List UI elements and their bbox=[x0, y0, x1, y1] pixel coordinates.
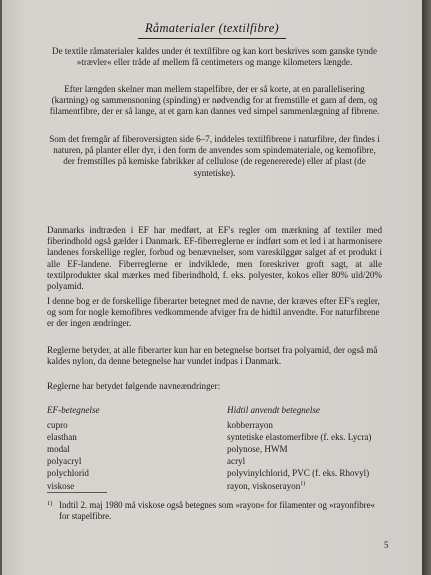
old-name: syntetiske elastomerfibre (f. eks. Lycra) bbox=[227, 432, 372, 443]
old-name: polyvinylchlorid, PVC (f. eks. Rhovyl) bbox=[227, 468, 370, 479]
page-number: 5 bbox=[384, 540, 389, 550]
footnote-divider bbox=[47, 492, 107, 493]
paragraph-fibre-overview: Som det fremgår af fiberoversigten side 6–7, inddeles textilfibrene i naturfibre, der findes i naturen, på planter eller dyr, i den form de anvendes som spindemateriale, og kemofibre, der fremstilles på kemiske fabrikker af cellulose (de regenererede) eller af plast (de syntetiske). bbox=[49, 134, 380, 178]
ef-name: polychlorid bbox=[47, 468, 89, 479]
paragraph-polyamid: Reglerne betyder, at alle fiberarter kun har en betegnelse bortset fra polyamid, der også må kaldes nylon, da denne betegnelse har vundet indpas i Danmark. bbox=[47, 345, 378, 367]
ef-name: viskose bbox=[47, 480, 75, 491]
paragraph-intro: De textile råmaterialer kaldes under ét textilfibre og kan kort beskrives som ganske tynde »trævler« eller tråde af mellem få centimeters og mange kilometers længde. bbox=[52, 46, 377, 68]
paragraph-names: I denne bog er de forskellige fiberarter betegnet med de navne, der kræves efter EF's regler, og som for nogle kemofibres vedkommende afviger fra de hidtil anvendte. For naturfibrene er der ingen ændringer. bbox=[47, 296, 380, 329]
old-name-column bbox=[227, 404, 402, 492]
page-edge-shadow bbox=[422, 0, 431, 575]
paragraph-name-changes: Reglerne har betydet følgende navneændringer: bbox=[47, 381, 221, 391]
old-name: acryl bbox=[227, 456, 246, 467]
old-name-column-header: Hidtil anvendt betegnelse bbox=[227, 405, 320, 415]
ef-name: cupro bbox=[47, 420, 68, 431]
ef-name: modal bbox=[47, 444, 70, 455]
footnote-reference: 1) bbox=[300, 480, 306, 487]
ef-column-header: EF-betegnelse bbox=[47, 405, 100, 415]
paragraph-fibre-length: Efter længden skelner man mellem stapelfibre, der er så korte, at en parallelisering (kartning) og sammensnoning (spinding) er nødvendig for at fremstille et garn af dem, og filamentfibre, der er så lange, at et garn kan dannes ved simpel sammenlægning af fibrene. bbox=[49, 84, 380, 117]
ef-name: polyacryl bbox=[47, 456, 82, 467]
footnote bbox=[47, 500, 387, 522]
old-name: polynose, HWM bbox=[227, 444, 288, 455]
footnote-mark: 1) bbox=[47, 500, 53, 507]
ef-column bbox=[47, 404, 197, 492]
page-title: Råmaterialer (textilfibre) bbox=[144, 21, 280, 35]
paragraph-ef-rules: Danmarks indtræden i EF har medført, at EF's regler om mærkning af textiler med fiberindhold også gælder i Danmark. EF-fiberreglerne er indført som et led i at harmonisere landenes forskellige regler, forbud og benævnelser, som vareskilggør salget af et produkt i alle EF-landene. Fiberreglerne er indviklede, men foreskriver groft sagt, at alle textilprodukter skal mærkes med fiberindhold, f. eks. polyester, kokos eller 80% uld/20% polyamid. bbox=[47, 225, 382, 292]
title-underline bbox=[138, 38, 286, 39]
old-name: kobberrayon bbox=[227, 420, 273, 431]
book-page bbox=[2, 0, 422, 575]
old-name: rayon, viskoserayon bbox=[227, 480, 301, 491]
old-name-last-row bbox=[227, 480, 402, 492]
footnote-text: Indtil 2. maj 1980 må viskose også betegnes som »rayon« for filamenter og »rayonfibre« for stapelfibre. bbox=[59, 500, 375, 521]
ef-name: elasthan bbox=[47, 432, 77, 443]
